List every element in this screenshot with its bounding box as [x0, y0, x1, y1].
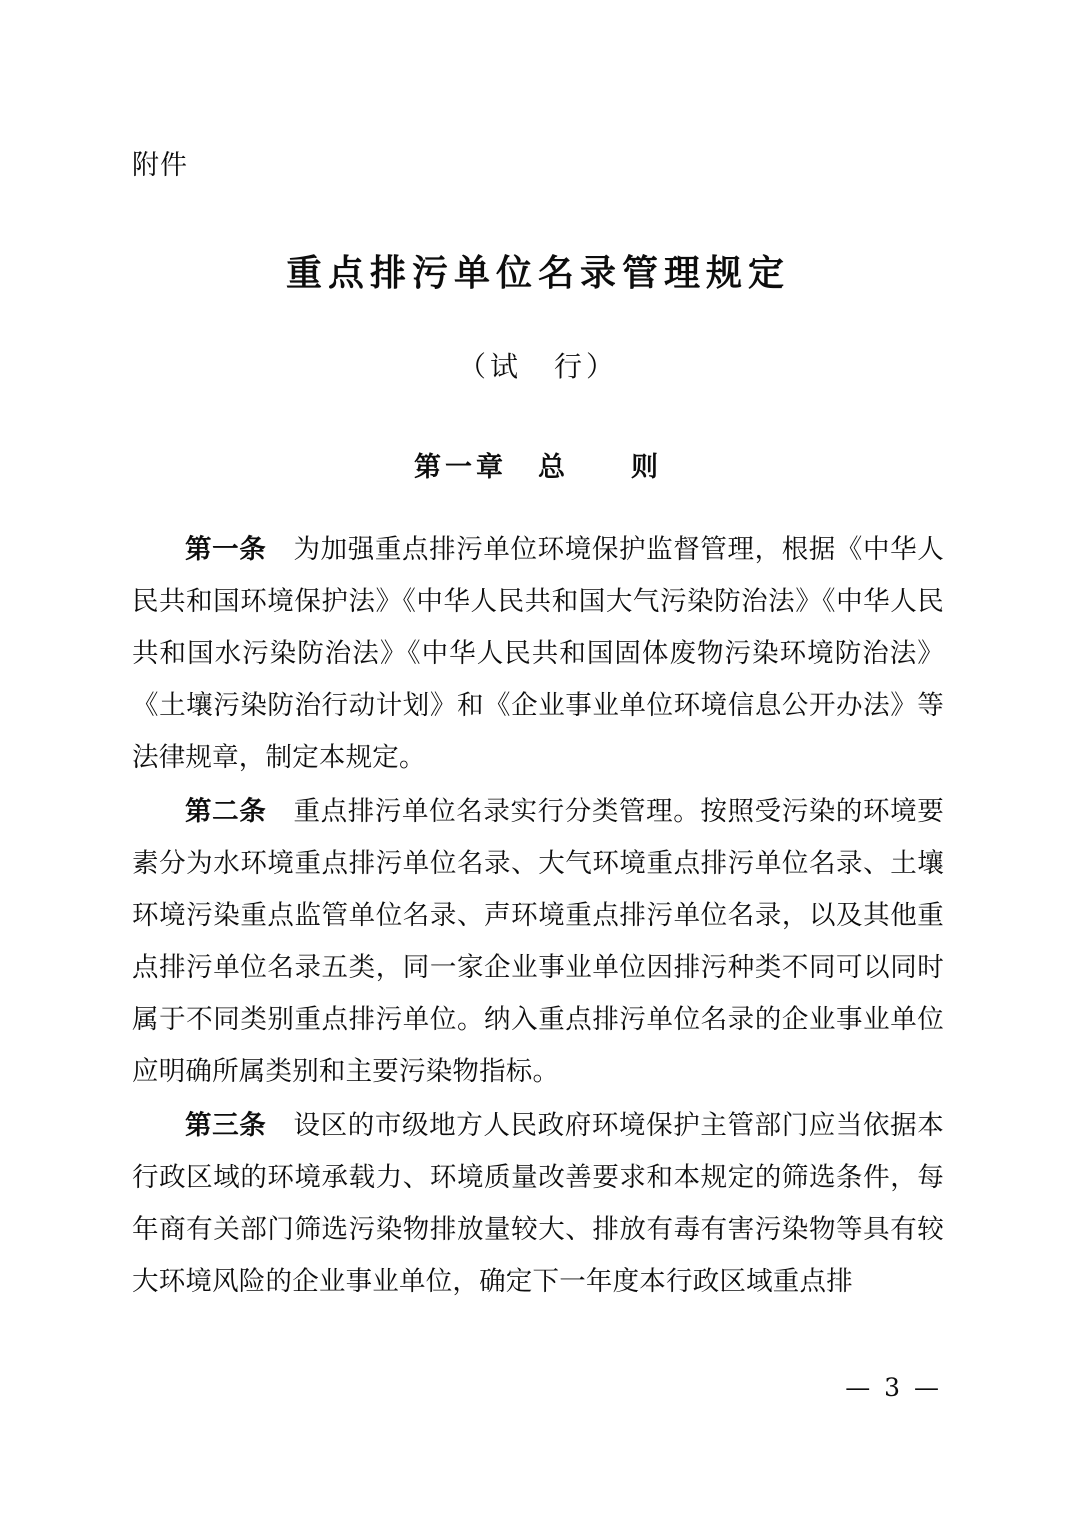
document-subtitle: （试 行） [457, 350, 618, 384]
article-paragraph [132, 524, 944, 784]
page-title: 重点排污单位名录管理规定 [285, 252, 790, 295]
article-paragraph [132, 1100, 944, 1308]
article-body: 重点排污单位名录实行分类管理。按照受污染的环境要素分为水环境重点排污单位名录、大气环境重点排污单位名录、土壤环境污染重点监管单位名录、声环境重点排污单位名录，以及其他重点排污单位名录五类，同一家企业事业单位因排污种类不同可以同时属于不同类别重点排污单位。纳入重点排污单位名录的企业事业单位应明确所属类别和主要污染物指标。 [132, 796, 944, 1088]
attachment-label: 附件 [132, 150, 188, 181]
article-lead: 第三条 [185, 1110, 267, 1142]
article-paragraph [132, 786, 944, 1098]
article-lead: 第二条 [185, 796, 267, 828]
article-body: 为加强重点排污单位环境保护监督管理，根据《中华人民共和国环境保护法》《中华人民共和国大气污染防治法》《中华人民共和国水污染防治法》《中华人民共和国固体废物污染环境防治法》《土壤污染防治行动计划》和《企业事业单位环境信息公开办法》等法律规章，制定本规定。 [132, 534, 944, 774]
article-lead: 第一条 [185, 534, 267, 566]
chapter-heading: 第一章 总 则 [414, 452, 662, 484]
page-number: — 3 — [845, 1373, 942, 1402]
article-body: 设区的市级地方人民政府环境保护主管部门应当依据本行政区域的环境承载力、环境质量改善要求和本规定的筛选条件，每年商有关部门筛选污染物排放量较大、排放有毒有害污染物等具有较大环境风险的企业事业单位，确定下一年度本行政区域重点排 [132, 1110, 944, 1298]
